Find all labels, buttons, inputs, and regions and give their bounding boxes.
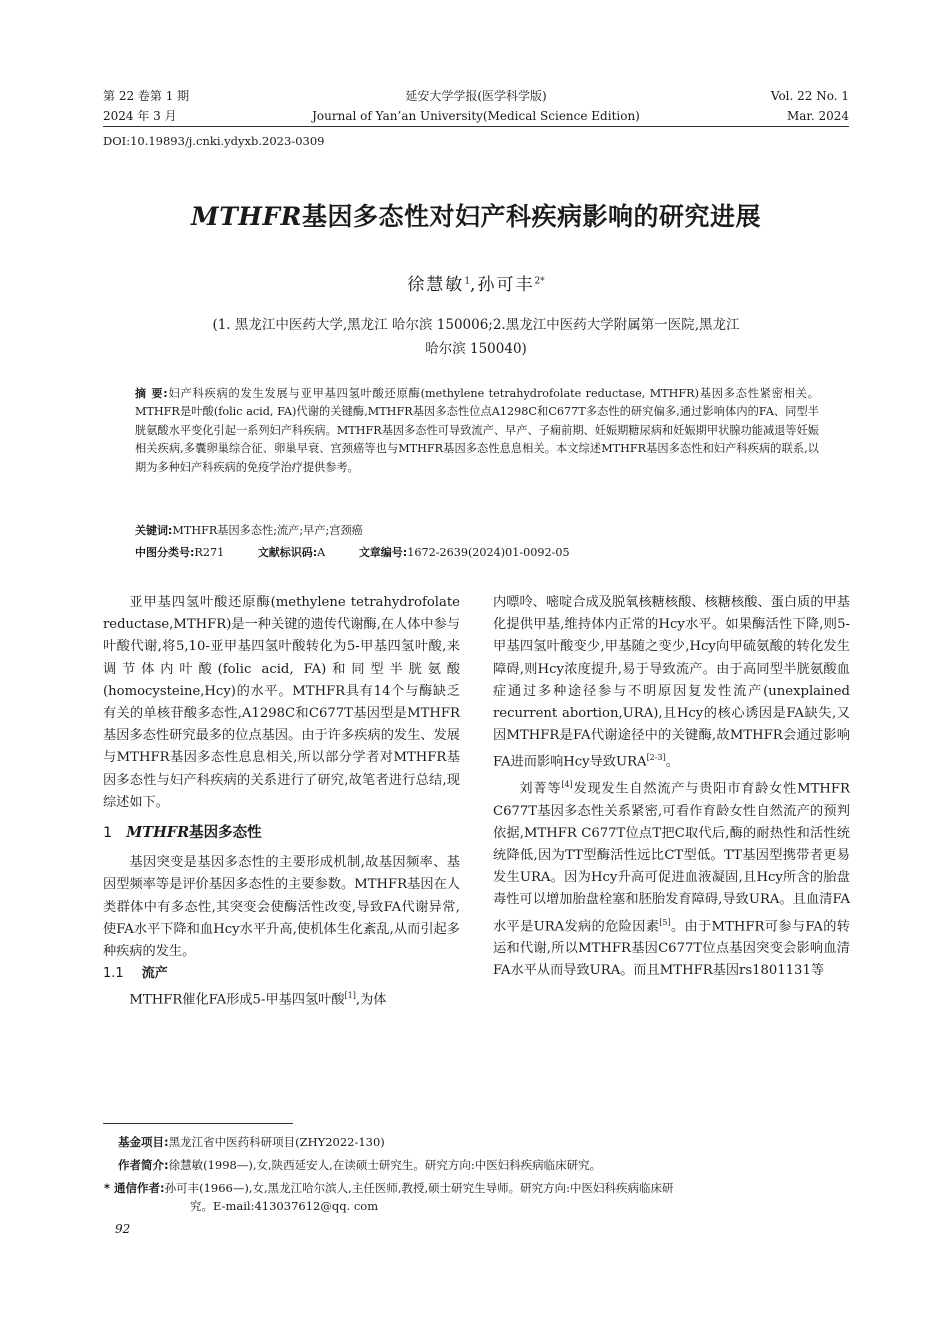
- publish-date-en: Mar. 2024: [786, 109, 849, 123]
- subsection-title: 流产: [141, 966, 168, 982]
- paragraph-text: 刘菁等: [519, 781, 562, 797]
- footnote-fund: [118, 1132, 848, 1152]
- journal-name-cn: 延安大学学报(医学科学版): [405, 89, 547, 103]
- doc-code-label: 文献标识码:: [257, 546, 318, 559]
- classification: [135, 544, 819, 562]
- affiliation-line-1: (1. 黑龙江中医药大学,黑龙江 哈尔滨 150006;2.黑龙江中医药大学附属第一医院,黑龙江: [212, 317, 740, 333]
- paragraph: [103, 985, 460, 1012]
- footnote-rule: [103, 1123, 293, 1124]
- paragraph: [493, 592, 850, 774]
- paragraph-text: 发现发生自然流产与贵阳市育龄女性MTHFR C677T基因多态性关系紧密,可看作育龄女性自然流产的预判依据,MTHFR C677T位点T把C取代后,酶的耐热性和活性统统降低,因为TT型酶活性远比CT型低。TT基因型携带者更易发生URA。因为Hcy升高可促进血液凝固,且Hcy所含的胎盘毒性可以增加胎盘栓塞和胚胎发育障碍,导致URA。且血清FA水平是URA发病的危险因素: [493, 781, 850, 935]
- bio-label: 作者简介:: [118, 1158, 169, 1172]
- title-text: 基因多态性对妇产科疾病影响的研究进展: [301, 202, 761, 231]
- paragraph: 基因突变是基因多态性的主要形成机制,故基因频率、基因型频率等是评价基因多态性的主要参数。MTHFR基因在人类群体中有多态性,其突变会使酶活性改变,导致FA代谢异常,使FA水平下降和血Hcy水平升高,使机体生化紊乱,从而引起多种疾病的发生。: [103, 855, 460, 960]
- page-number: 92: [115, 1222, 131, 1236]
- article-title: [103, 197, 849, 233]
- header-rule: [103, 126, 849, 127]
- subsection-heading: [103, 963, 460, 985]
- citation: [1]: [344, 991, 356, 1001]
- body-column-left: [103, 592, 460, 1012]
- header-center: [103, 86, 849, 126]
- fund-label: 基金项目:: [118, 1135, 169, 1149]
- citation: [5]: [659, 917, 671, 927]
- section-number: 1: [103, 825, 113, 842]
- citation: [2-3]: [646, 753, 666, 763]
- paragraph-text: 内嘌呤、嘧啶合成及脱氧核糖核酸、核糖核酸、蛋白质的甲基化提供甲基,维持体内正常的Hcy水平。如果酶活性下降,则5-甲基四氢叶酸变少,甲基随之变少,Hcy向甲硫氨酸的转化发生障碍,则Hcy浓度提升,易于导致流产。由于高同型半胱氨酸血症通过多种途径参与不明原因复发性流产(unexplained recurrent abortion,URA),且Hcy的核心诱因是FA缺失,又因MTHFR是FA代谢途径中的关键酶,故MTHFR会通过影响FA进而影响Hcy导致URA: [493, 595, 850, 770]
- paragraph-text: 。: [665, 754, 679, 770]
- article-number-label: 文章编号:: [358, 546, 408, 559]
- paragraph: 亚甲基四氢叶酸还原酶(methylene tetrahydrofolate reductase,MTHFR)是一种关键的遗传代谢酶,在人体中参与叶酸代谢,将5,10-亚甲基四氢叶酸转化为5-甲基四氢叶酸,来调节体内叶酸(folic acid, FA)和同型半胱氨酸(homocysteine,Hcy)的水平。MTHFR具有14个与酶缺乏有关的单核苷酸多态性,A1298C和C677T基因型是MTHFR基因多态性研究最多的位点基因。由于许多疾病的发生、发展与MTHFR基因多态性息息相关,所以部分学者对MTHFR基因多态性与妇产科疾病的关系进行了研究,故笔者进行总结,现综述如下。: [103, 595, 460, 810]
- abstract-text: 妇产科疾病的发生发展与亚甲基四氢叶酸还原酶(methylene tetrahydrofolate reductase, MTHFR)基因多态性紧密相关。MTHFR是叶酸(folic acid, FA)代谢的关键酶,MTHFR基因多态性位点A1298C和C677T多态性的研究偏多,通过影响体内的FA、同型半胱氨酸水平变化引起一系列妇产科疾病。MTHFR基因多态性可导致流产、早产、子痫前期、妊娠期糖尿病和妊娠期甲状腺功能减退等妊娠相关疾病,多囊卵巢综合征、卵巢早衰、宫颈癌等也与MTHFR基因多态性息息相关。本文综述MTHFR基因多态性和妇产科疾病的联系,以期为多种妇产科疾病的免疫学治疗提供参考。: [135, 387, 819, 474]
- title-gene: MTHFR: [191, 202, 302, 231]
- paragraph-text: MTHFR催化FA形成5-甲基四氢叶酸: [129, 992, 345, 1008]
- body-column-right: [493, 592, 850, 983]
- corresponding-label: * 通信作者:: [104, 1181, 165, 1195]
- author-1: 徐慧敏: [407, 275, 465, 295]
- affiliation-line-2: 哈尔滨 150040): [425, 341, 527, 357]
- keywords-label: 关键词:: [135, 524, 173, 537]
- section-heading: [103, 822, 460, 844]
- article-number-value: 1672-2639(2024)01-0092-05: [407, 546, 570, 559]
- paragraph-text: ,为体: [355, 992, 387, 1008]
- volume-issue: 第 22 卷第 1 期: [103, 89, 190, 103]
- subsection-number: 1.1: [103, 966, 124, 982]
- paragraph-text: 。由于MTHFR可参与FA的转运和代谢,所以MTHFR基因C677T位点基因突变会影响血清FA水平从而导致URA。而且MTHFR基因rs1801131等: [493, 919, 850, 979]
- doi: DOI:10.19893/j.cnki.ydyxb.2023-0309: [103, 134, 325, 148]
- author-list: [103, 270, 849, 295]
- clc-value: R271: [194, 546, 225, 559]
- clc-label: 中图分类号:: [135, 546, 195, 559]
- keywords: [135, 522, 819, 540]
- abstract: [135, 385, 819, 477]
- volume-issue-en: Vol. 22 No. 1: [770, 89, 849, 103]
- keywords-text: MTHFR基因多态性;流产;早产;宫颈癌: [172, 524, 363, 537]
- footnote-corresponding-cont: [104, 1196, 848, 1216]
- header-right: [771, 86, 849, 126]
- bio-text: 徐慧敏(1998—),女,陕西延安人,在读硕士研究生。研究方向:中医妇科疾病临床研究。: [168, 1158, 602, 1172]
- corresponding-email: 究。E-mail:413037612@qq. com: [190, 1199, 379, 1213]
- abstract-label: 摘 要:: [135, 387, 168, 400]
- corresponding-text: 孙可丰(1966—),女,黑龙江哈尔滨人,主任医师,教授,硕士研究生导师。研究方向:中医妇科疾病临床研: [164, 1181, 674, 1195]
- author-1-affil: 1: [464, 276, 471, 287]
- footnote-bio: [118, 1155, 848, 1175]
- publish-date: 2024 年 3 月: [103, 109, 177, 123]
- journal-name-en: Journal of Yan’an University(Medical Science Edition): [312, 109, 640, 123]
- author-2: 孙可丰: [477, 275, 535, 295]
- affiliations: [140, 313, 812, 361]
- citation: [4]: [561, 780, 573, 790]
- author-separator: ,: [470, 275, 478, 295]
- footnote-corresponding: [104, 1178, 848, 1198]
- section-gene: MTHFR: [126, 824, 190, 842]
- doc-code-value: A: [317, 546, 326, 559]
- fund-text: 黑龙江省中医药科研项目(ZHY2022-130): [168, 1135, 385, 1149]
- paragraph: [493, 774, 850, 983]
- author-2-affil: 2*: [534, 276, 545, 287]
- section-title: 基因多态性: [189, 825, 262, 842]
